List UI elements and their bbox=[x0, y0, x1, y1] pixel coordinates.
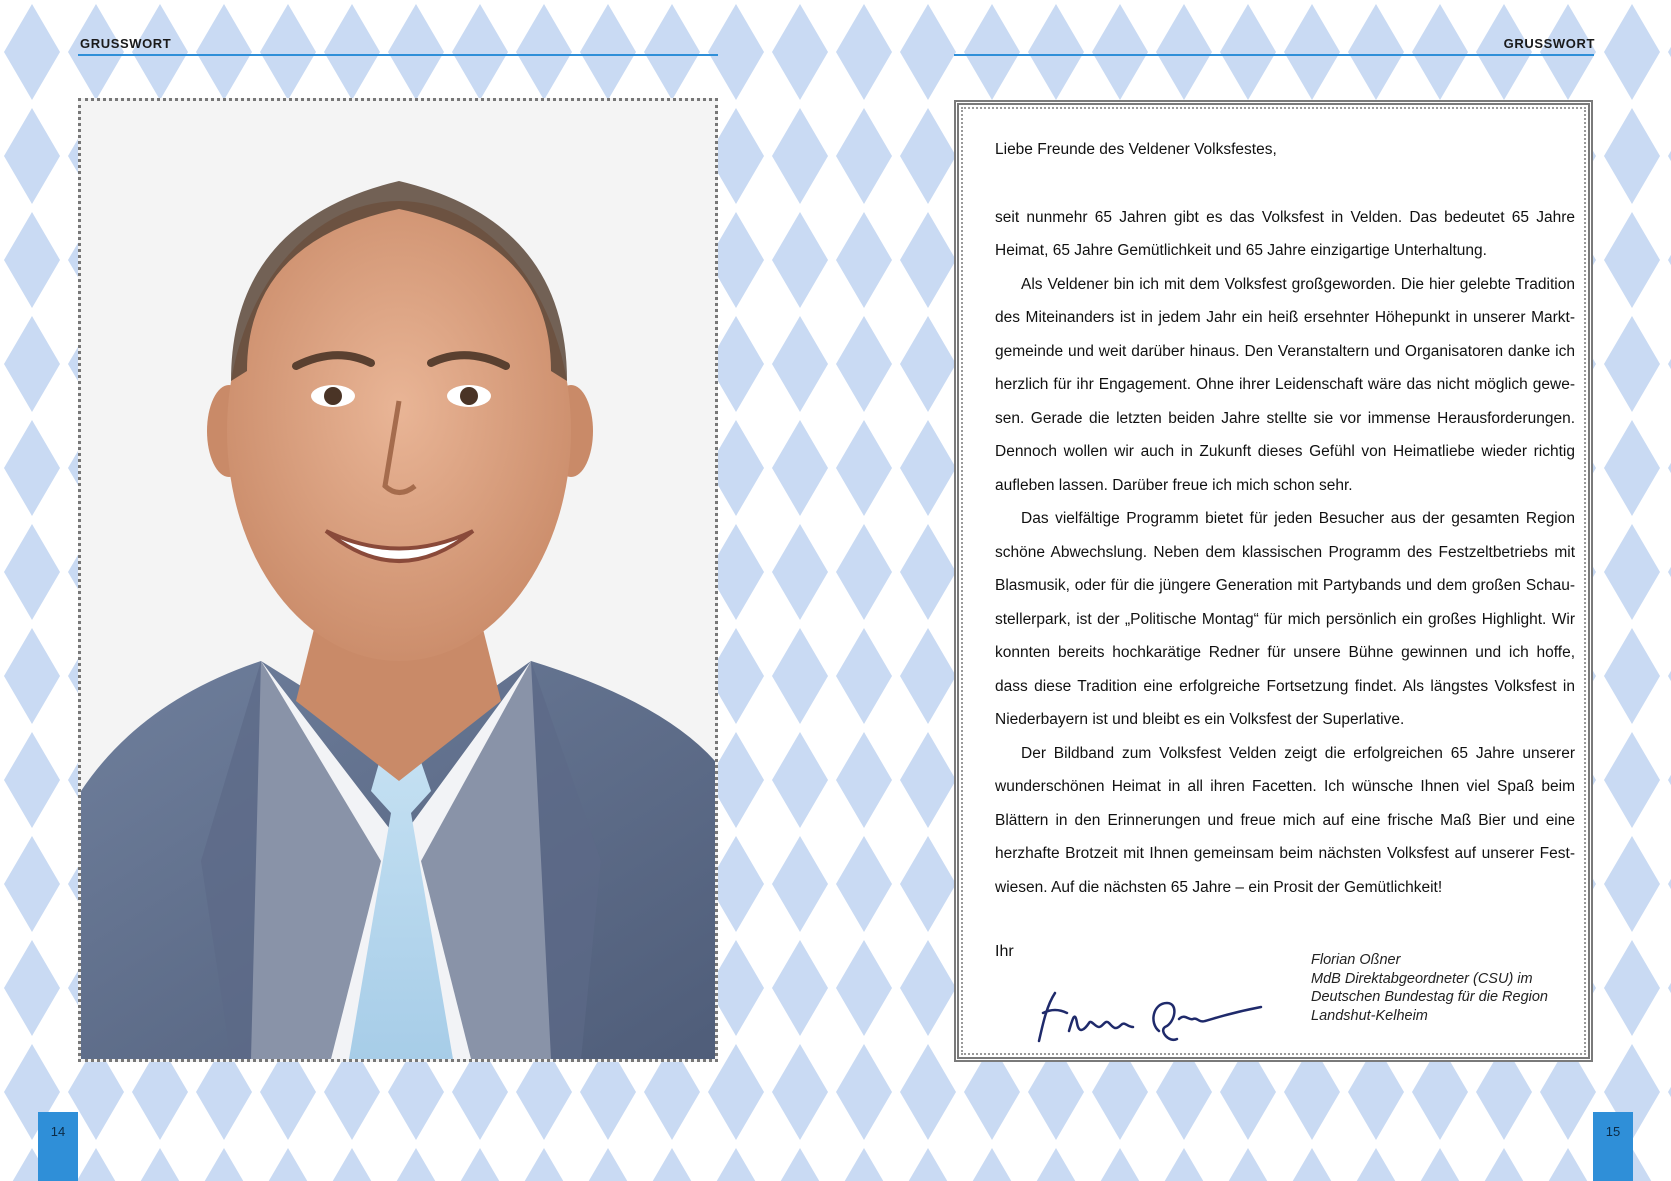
letter-paragraph: seit nunmehr 65 Jahren gibt es das Volksfest in Velden. Das bedeutet 65 Jahre Heimat, 65 Jahre Gemütlichkeit und 65 Jahre einzigartige Unterhaltung. bbox=[995, 208, 1575, 259]
letter-paragraph: Der Bildband zum Volksfest Velden zeigt die erfolgreichen 65 Jahre unserer wunderschönen Heimat in all ihren Facetten. Ich wünsche Ihnen viel Spaß beim Blättern in den Erinnerungen und freue mich auf eine frische Maß Bier und eine herzhafte Brotzeit mit Ihnen gemeinsam beim nächsten Volksfest auf unserer Festwiesen. Auf die nächsten 65 Jahre – ein Prosit der Gemütlichkeit! bbox=[995, 744, 1575, 896]
handwritten-signature bbox=[1029, 983, 1269, 1053]
letter-paragraph: Als Veldener bin ich mit dem Volksfest großgeworden. Die hier gelebte Tradition des Miteinanders ist in jedem Jahr ein heiß ersehnter Höhepunkt in unserer Marktgemeinde und weit darüber hinaus. Den Veranstaltern und Organisatoren danke ich herzlich für ihr Engagement. Ohne ihrer Leidenschaft wäre das nicht möglich gewesen. Gerade die letzten beiden Jahre stellte sie vor immense Herausforderungen. Dennoch wollen wir auch in Zukunft dieses Gefühl von Heimatliebe wieder richtig aufleben lassen. Darüber freue ich mich schon sehr. bbox=[995, 275, 1575, 494]
sender-title: MdB Direktabgeordneter (CSU) im bbox=[1311, 970, 1533, 987]
letter-paragraph: Das vielfältige Programm bietet für jeden Besucher aus der gesamten Region schöne Abwechslung. Neben dem klassischen Programm des Festzeltbetriebs mit Blasmusik, oder für die jüngere Generation mit Partybands und dem großen Schaustellerpark, ist der „Politische Montag“ für mich persönlich ein großes Highlight. Wir konnten bereits hochkarätige Redner für unsere Bühne gewinnen und ich hoffe, dass diese Tradition eine erfolgreiche Fortsetzung findet. Als längstes Volksfest in Niederbayern ist und bleibt es ein Volksfest der Superlative. bbox=[995, 510, 1575, 728]
letter-body bbox=[995, 133, 1575, 904]
sender-info bbox=[1311, 951, 1581, 1025]
letter-frame bbox=[954, 100, 1593, 1062]
page-header-left: GRUSSWORT bbox=[80, 36, 172, 51]
header-rule-left bbox=[78, 54, 718, 56]
page-number-right: 15 bbox=[1593, 1112, 1633, 1181]
page-header-right: GRUSSWORT bbox=[1503, 36, 1595, 51]
sender-name: Florian Oßner bbox=[1311, 952, 1401, 968]
header-rule-right bbox=[954, 54, 1594, 56]
sender-region: Landshut-Kelheim bbox=[1311, 1007, 1428, 1024]
page-number-left: 14 bbox=[38, 1112, 78, 1181]
portrait-photo bbox=[78, 98, 718, 1062]
letter-closing: Ihr bbox=[995, 943, 1014, 960]
letter-greeting: Liebe Freunde des Veldener Volksfestes, bbox=[995, 141, 1277, 158]
sender-institution: Deutschen Bundestag für die Region bbox=[1311, 989, 1548, 1005]
